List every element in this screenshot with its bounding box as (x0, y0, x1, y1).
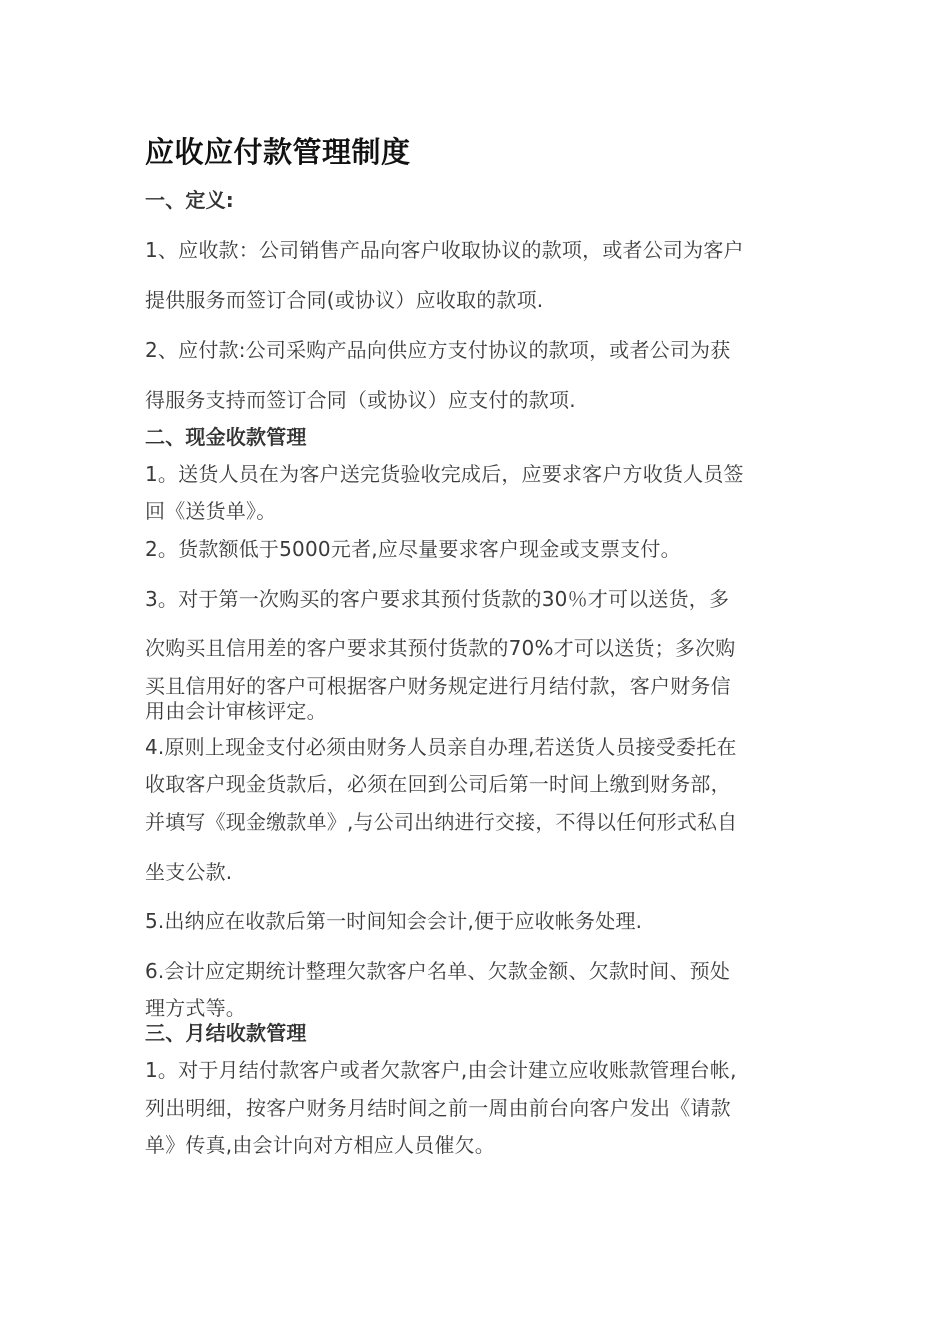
paragraph-line: 1、应收款：公司销售产品向客户收取协议的款项，或者公司为客户 (145, 238, 744, 262)
paragraph-line: 次购买且信用差的客户要求其预付货款的70%才可以送货；多次购 (145, 636, 736, 660)
paragraph-line: 收取客户现金货款后，必须在回到公司后第一时间上缴到财务部， (145, 772, 731, 796)
paragraph-line: 用由会计审核评定。 (145, 699, 327, 723)
paragraph-line: 坐支公款. (145, 860, 233, 884)
paragraph-line: 6.会计应定期统计整理欠款客户名单、欠款金额、欠款时间、预处 (145, 959, 731, 983)
document-title: 应收应付款管理制度 (145, 135, 411, 169)
paragraph-line: 回《送货单》。 (145, 499, 277, 523)
paragraph-line: 得服务支持而签订合同（或协议）应支付的款项. (145, 388, 576, 412)
paragraph-line: 1。送货人员在为客户送完货验收完成后，应要求客户方收货人员签 (145, 462, 744, 486)
section-heading-cash: 二、现金收款管理 (145, 425, 307, 449)
paragraph-line: 2、应付款:公司采购产品向供应方支付协议的款项，或者公司为获 (145, 338, 731, 362)
paragraph-line: 买且信用好的客户可根据客户财务规定进行月结付款，客户财务信 (145, 674, 731, 698)
paragraph-line: 5.出纳应在收款后第一时间知会会计,便于应收帐务处理. (145, 909, 643, 933)
section-heading-definition: 一、定义: (145, 188, 234, 212)
paragraph-line: 提供服务而签订合同(或协议）应收取的款项. (145, 288, 544, 312)
paragraph-line: 列出明细，按客户财务月结时间之前一周由前台向客户发出《请款 (145, 1096, 731, 1120)
paragraph-line: 1。对于月结付款客户或者欠款客户,由会计建立应收账款管理台帐, (145, 1058, 737, 1082)
paragraph-line: 2。货款额低于5000元者,应尽量要求客户现金或支票支付。 (145, 537, 681, 561)
paragraph-line: 理方式等。 (145, 996, 246, 1020)
paragraph-line: 4.原则上现金支付必须由财务人员亲自办理,若送货人员接受委托在 (145, 735, 737, 759)
paragraph-line: 单》传真,由会计向对方相应人员催欠。 (145, 1133, 495, 1157)
paragraph-line: 3。对于第一次购买的客户要求其预付货款的30％才可以送货，多 (145, 587, 730, 611)
paragraph-line: 并填写《现金缴款单》,与公司出纳进行交接，不得以任何形式私自 (145, 810, 738, 834)
section-heading-monthly: 三、月结收款管理 (145, 1021, 307, 1045)
